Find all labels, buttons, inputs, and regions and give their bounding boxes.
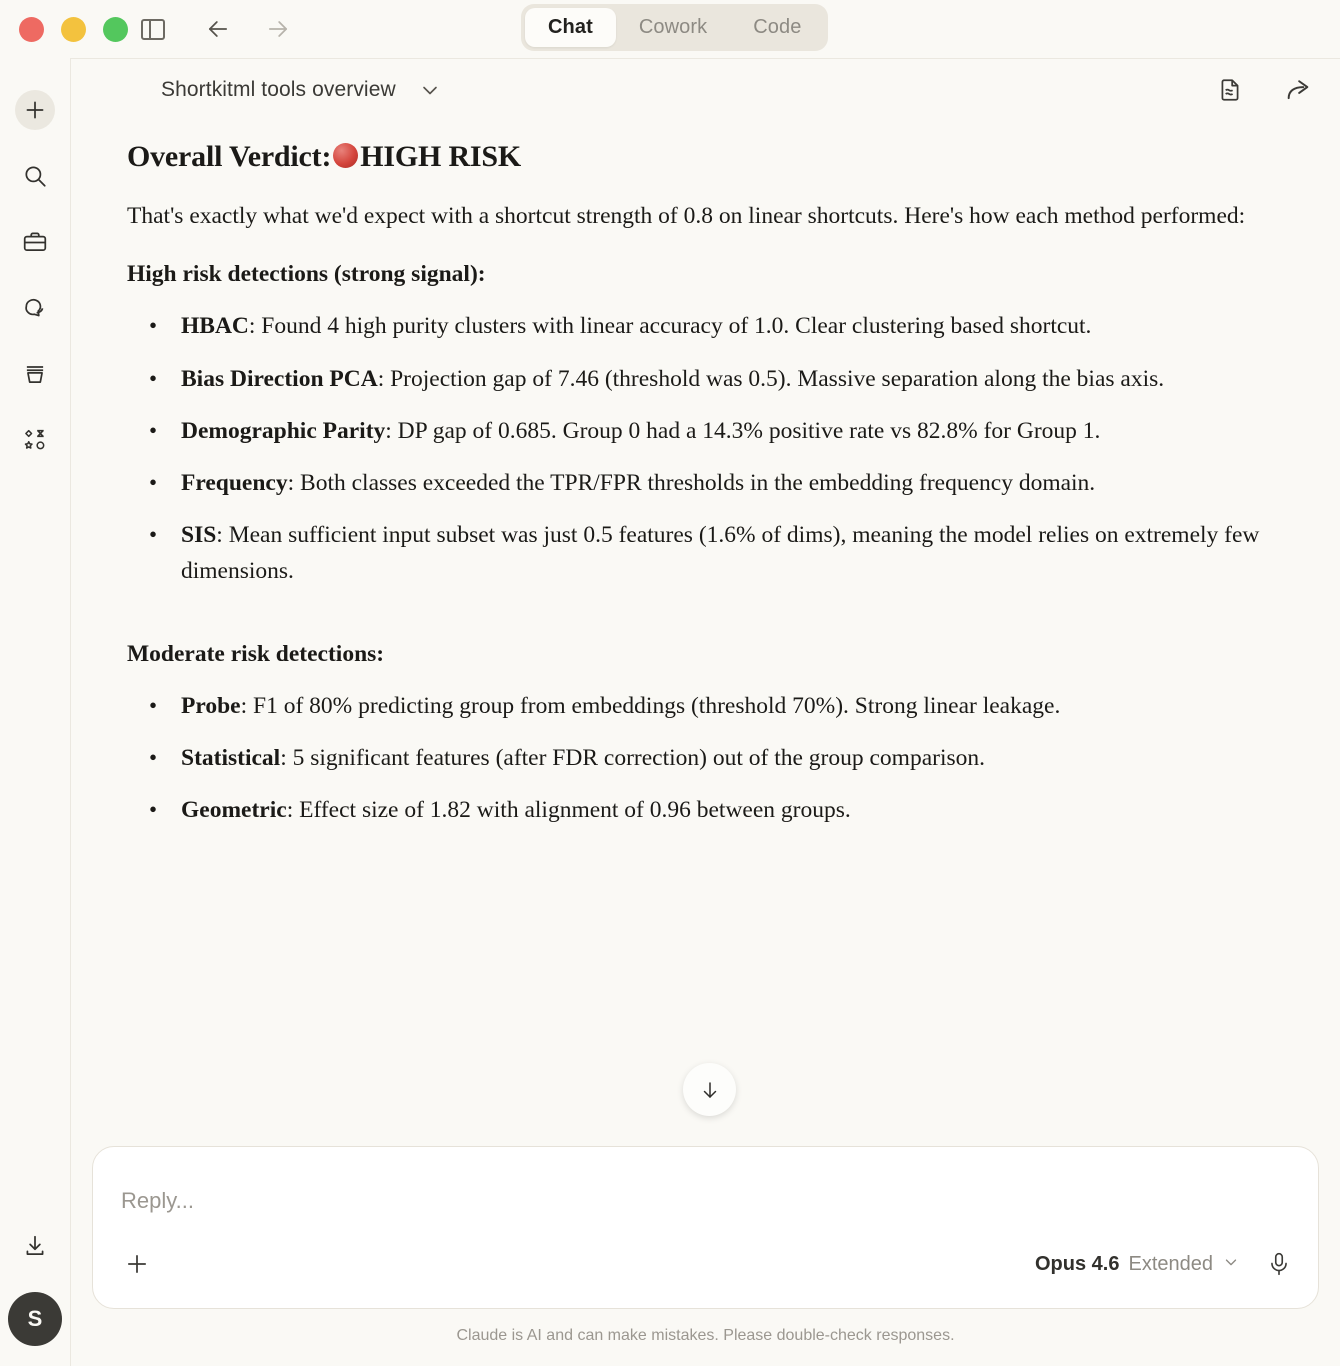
model-mode: Extended	[1128, 1252, 1213, 1275]
list-item	[127, 465, 1280, 501]
attach-button[interactable]	[119, 1246, 155, 1282]
list-item-text: : Projection gap of 7.46 (threshold was 0.5). Massive separation along the bias axis.	[377, 365, 1165, 392]
sidebar-item-archive[interactable]	[15, 354, 55, 394]
conversation-header-actions	[1216, 76, 1312, 104]
assistant-message	[71, 121, 1340, 828]
list-item-label: Probe	[181, 692, 241, 719]
scroll-to-bottom-button[interactable]	[683, 1063, 736, 1116]
list-item	[127, 740, 1280, 776]
sidebar-item-search[interactable]	[15, 156, 55, 196]
moderate-risk-list	[127, 688, 1280, 829]
chevron-down-icon[interactable]	[418, 78, 442, 102]
list-item	[127, 792, 1280, 828]
microphone-icon	[1266, 1251, 1292, 1277]
list-item-text: : DP gap of 0.685. Group 0 had a 14.3% positive rate vs 82.8% for Group 1.	[385, 417, 1101, 444]
list-item	[127, 413, 1280, 449]
chevron-down-icon	[1222, 1253, 1240, 1276]
arrow-down-icon	[698, 1078, 722, 1102]
list-item-text: : Effect size of 1.82 with alignment of 0.96 between groups.	[286, 797, 851, 824]
model-selector[interactable]	[1035, 1253, 1240, 1276]
sidebar-item-projects[interactable]	[15, 222, 55, 262]
sidebar-item-new-chat[interactable]	[15, 90, 55, 130]
model-name: Opus 4.6	[1035, 1252, 1120, 1275]
composer[interactable]	[92, 1146, 1319, 1309]
list-item-label: Demographic Parity	[181, 417, 386, 444]
title-bar	[0, 0, 1340, 58]
list-item-text: : F1 of 80% predicting group from embeddings (threshold 70%). Strong linear leakage.	[240, 692, 1061, 719]
list-item	[127, 517, 1280, 589]
composer-toolbar	[93, 1242, 1318, 1286]
sidebar-item-tools[interactable]	[15, 420, 55, 460]
list-item	[127, 688, 1280, 724]
sidebar-item-downloads[interactable]	[15, 1226, 55, 1266]
conversation-title[interactable]: Shortkitml tools overview	[161, 78, 396, 101]
composer-right-actions	[1035, 1251, 1292, 1277]
verdict-prefix: Overall Verdict:	[127, 140, 332, 173]
share-arrow-icon[interactable]	[1284, 76, 1312, 104]
section-high-risk-title: High risk detections (strong signal):	[127, 261, 486, 288]
conversation-header	[71, 59, 1340, 121]
list-item-text: : Found 4 high purity clusters with linear accuracy of 1.0. Clear clustering based shortcut.	[248, 313, 1092, 340]
list-item-label: Geometric	[181, 797, 287, 824]
list-item-label: Frequency	[181, 469, 288, 496]
list-item-text: : 5 significant features (after FDR correction) out of the group comparison.	[280, 744, 986, 771]
red-circle-icon	[333, 143, 358, 168]
list-item-text: : Both classes exceeded the TPR/FPR thresholds in the embedding frequency domain.	[287, 469, 1096, 496]
document-icon[interactable]	[1216, 76, 1244, 104]
list-item-label: HBAC	[181, 313, 249, 340]
avatar[interactable]: S	[8, 1292, 62, 1346]
list-item	[127, 361, 1280, 397]
minimize-window-button[interactable]	[61, 17, 86, 42]
microphone-button[interactable]	[1266, 1251, 1292, 1277]
list-item-label: SIS	[181, 522, 217, 549]
section-moderate-risk-title: Moderate risk detections:	[127, 640, 385, 667]
arrow-left-icon[interactable]	[203, 14, 233, 44]
left-sidebar	[0, 58, 71, 1366]
high-risk-list	[127, 308, 1280, 589]
window-controls	[19, 17, 165, 42]
mode-tabs	[521, 4, 828, 51]
list-item-label: Bias Direction PCA	[181, 365, 378, 392]
reply-input-placeholder[interactable]: Reply...	[121, 1188, 194, 1213]
tab-chat[interactable]: Chat	[525, 8, 616, 47]
list-item-label: Statistical	[181, 744, 281, 771]
disclaimer: Claude is AI and can make mistakes. Please double-check responses.	[456, 1327, 955, 1344]
message-intro: That's exactly what we'd expect with a shortcut strength of 0.8 on linear shortcuts. Here's how each method performed:	[127, 203, 1246, 229]
arrow-right-icon[interactable]	[263, 14, 293, 44]
sidebar-top-items	[15, 90, 55, 460]
zoom-window-button[interactable]	[103, 17, 128, 42]
navigation-arrows	[203, 14, 293, 44]
list-item	[127, 308, 1280, 344]
close-window-button[interactable]	[19, 17, 44, 42]
list-item-text: : Mean sufficient input subset was just 0.5 features (1.6% of dims), meaning the model relies on extremely few dimensions.	[181, 522, 1260, 585]
message-heading	[127, 137, 1280, 176]
tab-code[interactable]: Code	[753, 16, 802, 38]
sidebar-toggle-icon[interactable]	[141, 19, 165, 40]
sidebar-item-chats[interactable]	[15, 288, 55, 328]
message-scroll-area[interactable]	[71, 121, 1340, 1131]
tab-cowork[interactable]: Cowork	[638, 16, 708, 38]
verdict-suffix: HIGH RISK	[360, 140, 522, 173]
sidebar-bottom-items	[8, 1226, 62, 1346]
